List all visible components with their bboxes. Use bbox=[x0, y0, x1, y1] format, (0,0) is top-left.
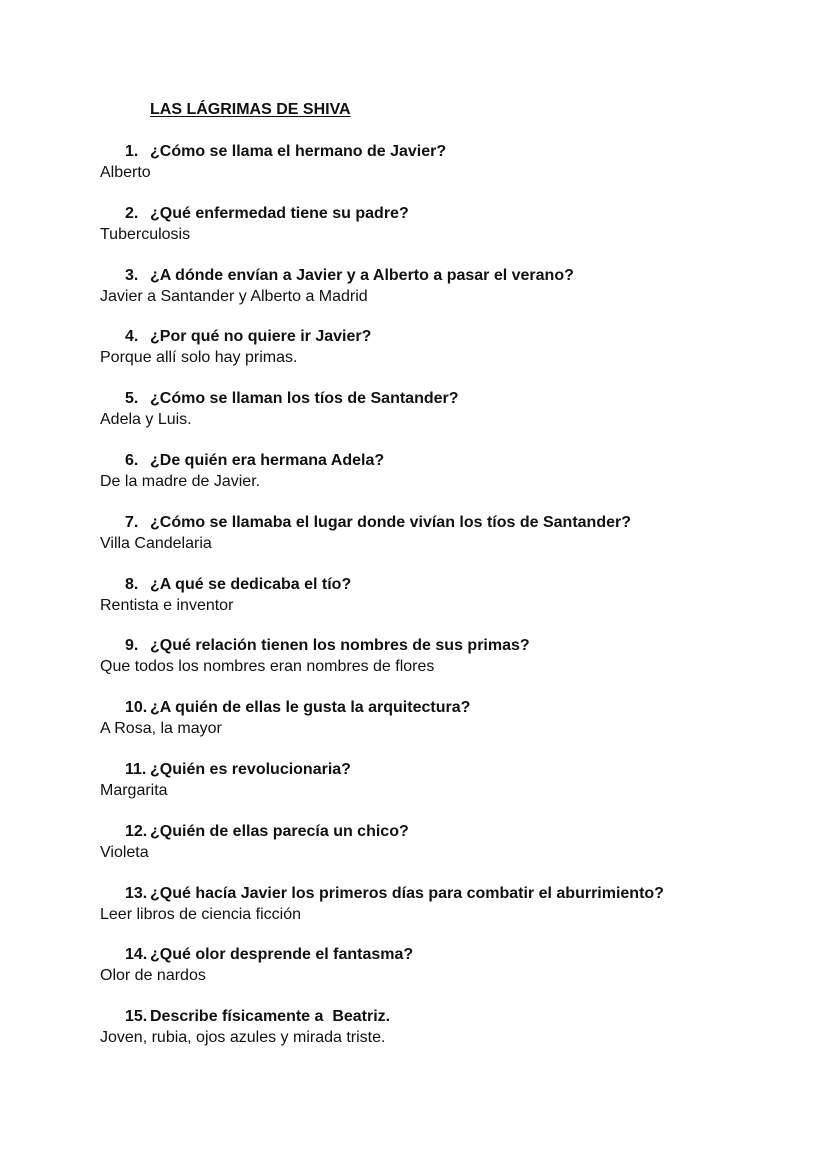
qa-item bbox=[100, 761, 800, 823]
question bbox=[100, 328, 800, 349]
qa-item bbox=[100, 205, 800, 267]
question bbox=[100, 1008, 800, 1029]
question-text: ¿A dónde envían a Javier y a Alberto a pasar el verano? bbox=[150, 266, 574, 284]
question-text: ¿Por qué no quiere ir Javier? bbox=[150, 328, 372, 346]
question-number: 1. bbox=[125, 143, 139, 160]
answer: Margarita bbox=[100, 781, 168, 799]
question-text: Describe físicamente a Beatriz. bbox=[150, 1008, 391, 1026]
qa-item bbox=[100, 143, 800, 205]
qa-item bbox=[100, 267, 800, 329]
question bbox=[100, 267, 800, 288]
question bbox=[100, 452, 800, 473]
qa-item bbox=[100, 514, 800, 576]
question-number: 4. bbox=[125, 328, 139, 346]
question-text: ¿Cómo se llamaba el lugar donde vivían los tíos de Santander? bbox=[150, 513, 631, 531]
question-text: ¿Quién es revolucionaria? bbox=[150, 760, 351, 778]
qa-item bbox=[100, 637, 800, 699]
answer: Leer libros de ciencia ficción bbox=[100, 905, 301, 923]
qa-item bbox=[100, 1008, 800, 1070]
question bbox=[100, 946, 800, 967]
question bbox=[100, 885, 800, 906]
answer: Villa Candelaria bbox=[100, 534, 212, 552]
question bbox=[100, 699, 800, 720]
qa-item bbox=[100, 699, 800, 761]
answer: Rentista e inventor bbox=[100, 596, 234, 614]
qa-item bbox=[100, 823, 800, 885]
qa-item bbox=[100, 576, 800, 638]
question bbox=[100, 823, 800, 844]
answer: Adela y Luis. bbox=[100, 411, 192, 429]
question-number: 7. bbox=[125, 513, 139, 531]
question-number: 5. bbox=[125, 390, 139, 408]
answer: Que todos los nombres eran nombres de flores bbox=[100, 658, 435, 676]
answer: De la madre de Javier. bbox=[100, 472, 261, 490]
question-number: 9. bbox=[125, 637, 139, 655]
question bbox=[100, 761, 800, 782]
question-text: ¿A quién de ellas le gusta la arquitectura? bbox=[150, 699, 471, 717]
question-number: 11. bbox=[125, 760, 147, 778]
question-text: ¿Qué olor desprende el fantasma? bbox=[150, 946, 414, 964]
answer: Javier a Santander y Alberto a Madrid bbox=[100, 287, 368, 305]
qa-item bbox=[100, 452, 800, 514]
question-number: 10. bbox=[125, 699, 148, 717]
question-text: ¿Qué hacía Javier los primeros días para combatir el aburrimiento? bbox=[150, 884, 664, 902]
question-number: 6. bbox=[125, 451, 139, 469]
answer: Porque allí solo hay primas. bbox=[100, 349, 298, 367]
question-number: 2. bbox=[125, 204, 139, 222]
qa-item bbox=[100, 885, 800, 947]
question bbox=[100, 390, 800, 411]
qa-list bbox=[100, 143, 800, 1070]
question bbox=[100, 576, 800, 597]
question-number: 3. bbox=[125, 266, 139, 284]
answer: Olor de nardos bbox=[100, 967, 206, 985]
question-text: ¿Cómo se llaman los tíos de Santander? bbox=[150, 390, 459, 408]
answer: Joven, rubia, ojos azules y mirada triste. bbox=[100, 1029, 386, 1047]
qa-item bbox=[100, 328, 800, 390]
question-text: ¿Qué relación tienen los nombres de sus primas? bbox=[150, 637, 530, 655]
question-text: ¿A qué se dedicaba el tío? bbox=[150, 575, 352, 593]
question bbox=[100, 143, 800, 164]
answer: A Rosa, la mayor bbox=[100, 720, 222, 738]
question-text: ¿De quién era hermana Adela? bbox=[150, 451, 385, 469]
question bbox=[100, 637, 800, 658]
question-text: ¿Cómo se llama el hermano de Javier? bbox=[150, 143, 447, 160]
question-text: ¿Quién de ellas parecía un chico? bbox=[150, 822, 409, 840]
question bbox=[100, 514, 800, 535]
qa-item bbox=[100, 390, 800, 452]
answer: Tuberculosis bbox=[100, 225, 191, 243]
question-text: ¿Qué enfermedad tiene su padre? bbox=[150, 204, 409, 222]
question-number: 15. bbox=[125, 1008, 148, 1026]
page-title: LAS LÁGRIMAS DE SHIVA bbox=[150, 101, 351, 118]
question bbox=[100, 205, 800, 226]
question-number: 8. bbox=[125, 575, 139, 593]
qa-item bbox=[100, 946, 800, 1008]
question-number: 13. bbox=[125, 884, 148, 902]
answer: Violeta bbox=[100, 843, 149, 861]
answer: Alberto bbox=[100, 164, 151, 181]
question-number: 12. bbox=[125, 822, 148, 840]
question-number: 14. bbox=[125, 946, 148, 964]
